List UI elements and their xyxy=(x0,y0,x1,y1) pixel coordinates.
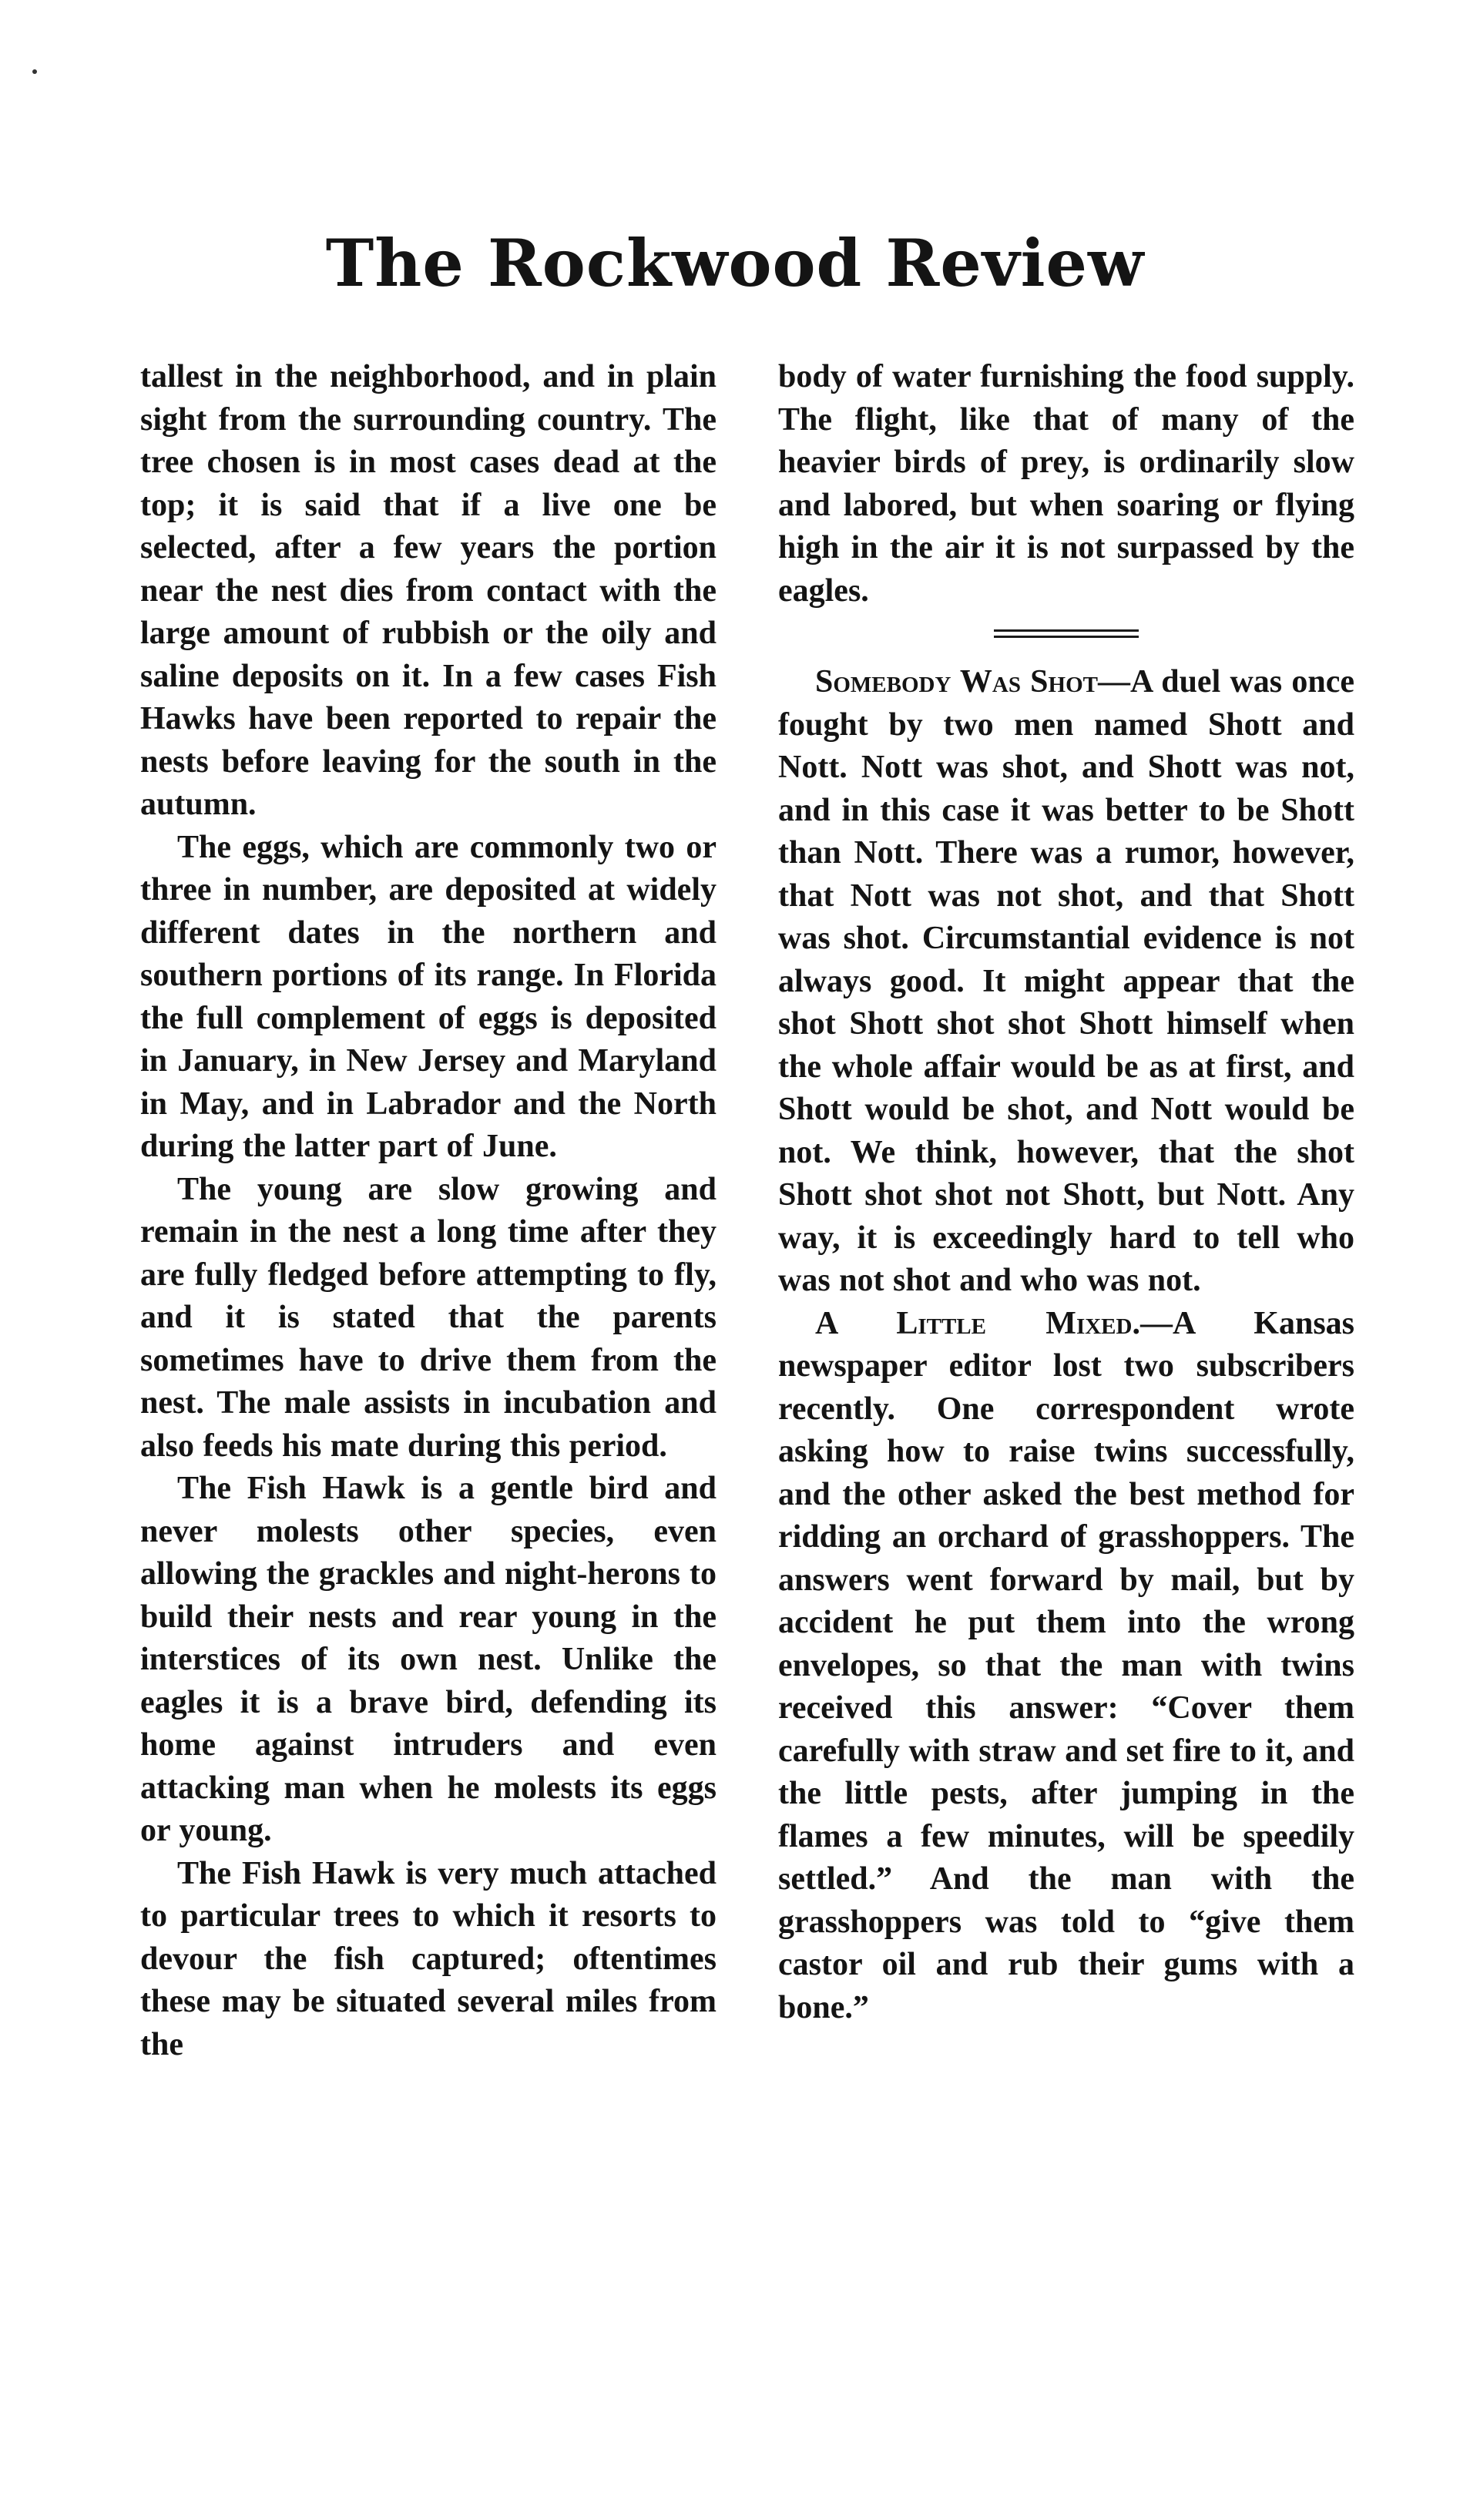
article-heading: A Little Mixed. xyxy=(815,1305,1140,1341)
article-mixed xyxy=(778,1303,1354,2030)
article-text: A Kansas newspaper editor lost two subscribers recently. One correspondent wrote asking how to raise twins successfully, and the other asked the best method for ridding an orchard of grasshoppers. The answers went forward by mail, but by accident he put them into the wrong envelopes, so that the man with twins received this answer: “Cover them carefully with straw and set fire to it, and the little pests, after jumping in the flames a few minutes, will be speedily settled.” And the man with the grasshoppers was told to “give them castor oil and rub their gums with a bone.” xyxy=(778,1305,1355,2025)
paragraph: The young are slow growing and remain in the nest a long time after they are fully fledged before attempting to fly, and it is stated that the parents sometimes have to drive them from the nest. The male assists in incubation and also feeds his mate during this period. xyxy=(140,1171,717,1464)
print-speck xyxy=(32,69,37,74)
article-heading: Somebody Was Shot xyxy=(815,664,1098,700)
article-shot xyxy=(778,661,1354,1303)
paragraph: The Fish Hawk is very much attached to particular trees to which it resorts to devour the fish captured; oftentimes these may be situated several miles from the xyxy=(140,1855,717,2062)
heading-separator: — xyxy=(1097,664,1130,700)
right-column xyxy=(778,356,1354,2029)
section-divider xyxy=(994,629,1139,638)
masthead-title: The Rockwood Review xyxy=(325,225,1145,301)
left-column xyxy=(140,356,717,2066)
paragraph: The Fish Hawk is a gentle bird and never molests other species, even allowing the grackles and night-herons to build their nests and rear young in the interstices of its own nest. Unlike the eagles it is a brave bird, defending its home against intruders and even attacking man when he molests its eggs or young. xyxy=(140,1471,717,1848)
article-text: A duel was once fought by two men named Shott and Nott. Nott was shot, and Shott was not, and in this case it was better to be Shott than Nott. There was a rumor, however, that Nott was not shot, and that Shott was shot. Circumstantial evidence is not always good. It might appear that the shot Shott shot shot Shott himself when the whole affair would be as at first, and Shott would be shot, and Nott would be not. We think, however, that the shot Shott shot shot not Shott, but Nott. Any way, it is exceedingly hard to tell who was not shot and who was not. xyxy=(778,664,1354,1298)
paragraph: tallest in the neighborhood, and in plain sight from the surrounding country. The tree chosen is in most cases dead at the top; it is said that if a live one be selected, after a few years the portion near the nest dies from contact with the large amount of rubbish or the oily and saline deposits on it. In a few cases Fish Hawks have been reported to repair the nests before leaving for the south in the autumn. xyxy=(140,359,717,822)
heading-separator: — xyxy=(1139,1305,1173,1341)
paragraph: The eggs, which are commonly two or three in number, are deposited at widely different dates in the northern and southern portions of its range. In Florida the full complement of eggs is deposited in January, in New Jersey and Maryland in May, and in Labrador and the North during the latter part of June. xyxy=(140,829,717,1164)
paragraph: body of water furnishing the food supply. The flight, like that of many of the heavier birds of prey, is ordinarily slow and labored, but when soaring or flying high in the air it is not surpassed by the eagles. xyxy=(778,359,1354,609)
